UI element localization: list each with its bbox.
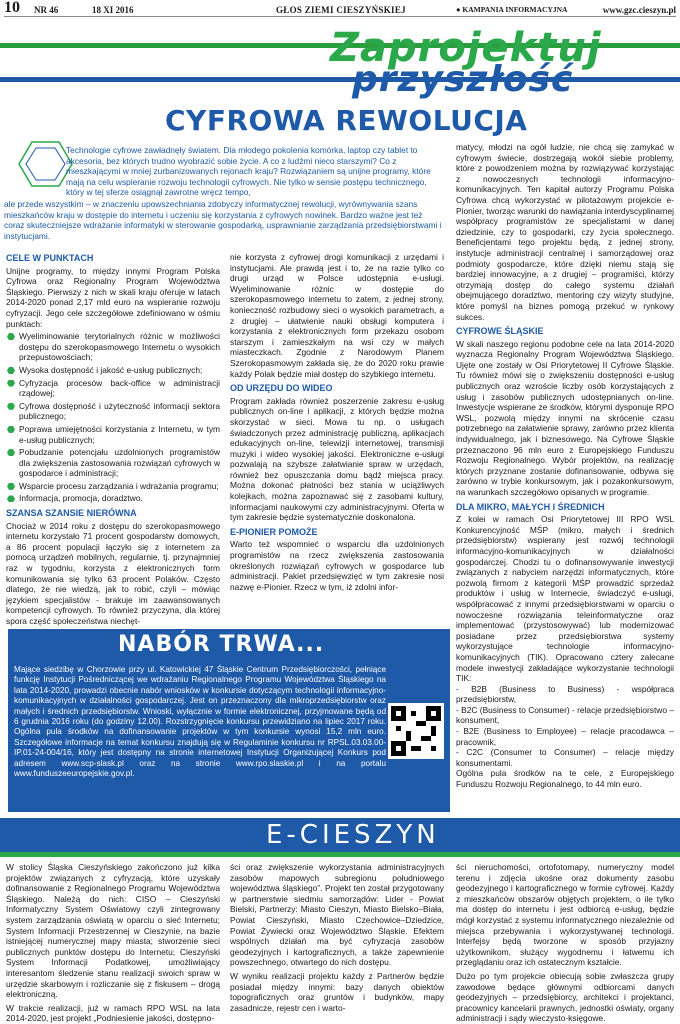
banner-line1: Zaprojektuj <box>330 25 602 71</box>
section-heading: E-PIONIER POMOŻE <box>230 526 318 537</box>
section-heading: DLA MIKRO, MAŁYCH I ŚREDNICH <box>456 501 605 512</box>
list-item: - B2E (Business to Employee) – relacje pracodawca – pracownik, <box>456 726 674 747</box>
column-1 <box>6 249 220 627</box>
list-item: - C2C (Consumer to Consumer) – relacje między konsumentami. <box>456 747 674 768</box>
paragraph: ści oraz zwiększenie wykorzystania administracyjnych zasobów mapowych subregionu południowego województwa śląskiego”. Projekt ten został przygotowany w partnerstwie siedmiu samorządów: Lider - Powiat Bielski, Partnerzy: Miasto Cieszyn, Miasto Bielsko–Biała, Powiat Cieszyński, Miasto Czechowice–Dziedzice, Powiat Żywiecki oraz Województwo Śląskie. Efektem wspólnych działań ma być cyfryzacja zasobów geodezyjnych i kartograficznych, a także zapewnienie powszechnego, otwartego do nich dostępu. <box>230 862 444 968</box>
article-title: CYFROWA REWOLUCJA <box>165 104 528 137</box>
campaign-label: ● KAMPANIA INFORMACYJNA <box>456 5 568 14</box>
list-item: - B2C (Business to Consumer) - relacje przedsiębiorstwo – konsument, <box>456 704 674 726</box>
paragraph: Program zakłada również poszerzenie zakresu e-usług publicznych on-line i aplikacji, z których będzie można skorzystać w sieci. Mowa tu np. o usługach świadczonych przez administrację publiczną, aplikacjach edukacyjnych on-line, telewizji internetowej, transmisji muzyki i wideo wysokiej jakości. Elektroniczne e-usługi pozwalają na szybsze załatwianie spraw w urzędach, również bez opuszczania domu bądź miejsca pracy. Można dokonać płatności bez stania w uciążliwych kolejkach, można zapoznawać się z zasobami kultury, informacjami naukowymi czy administracyjnymi. Oferta w tym zakresie będzie systematycznie doskonalona. <box>230 395 444 523</box>
column-3 <box>456 142 674 790</box>
paragraph: W stolicy Śląska Cieszyńskiego zakończono już kilka projektów związanych z cyfryzacją, które uzyskały dofinansowanie z Regionalnego Programu Województwa Śląskiego. Należą do nich: CISO – Cieszyński Informatyczny System Oświatowy czyli zintegrowany system zarządzania oświatą w oparciu o sieć Internetu; System Informacji Przestrzennej w Cieszynie, na bazie istniejącej numerycznej mapy miasta; stworzenie sieci publicznych punktów dostępu do Internetu; Cieszyński System Informacji Podatkowej, umożliwiający interesantom śledzenie stanu realizacji swoich spraw w urzędzie skarbowym i rozliczanie się z fiskusem – drogą elektroniczną. <box>6 862 220 1000</box>
paragraph: Ogólna pula środków na te cele, z Europejskiego Funduszu Rozwoju Regionalnego, to 44 mln euro. <box>456 768 674 790</box>
section-heading: CYFROWE ŚLĄSKIE <box>456 326 544 337</box>
ecieszyn-column-1 <box>6 862 220 1024</box>
section-heading: SZANSA SZANSIE NIERÓWNA <box>6 508 137 519</box>
list-item: Informacja, promocja, doradztwo. <box>6 493 220 504</box>
site-url[interactable]: www.gzc.cieszyn.pl <box>602 5 676 15</box>
hexagon-icon <box>18 140 73 188</box>
list-item: Cyfryzacja procesów back-office w administracji rządowej; <box>6 378 220 399</box>
ecieszyn-column-3 <box>456 862 674 1024</box>
nabor-title: NABÓR TRWA... <box>118 632 325 657</box>
column-2 <box>230 252 444 592</box>
paragraph: matycy, młodzi na ogół ludzie, nie chcą się zamykać w cyfrowym świecie, dostrzegają wokół siebie problemy, które z powodzeniem można by rozwiązywać korzystając z nowoczesnych technologii informacyjno-komunikacyjnych. Ten kapitał autorzy Programu Polska Cyfrowa chcą wykorzystać w pilotażowym projekcie e-Pionier, tworząc warunki do nawiązania interdyscyplinarnej współpracy programistów ze specjalistami w danej dziedzinie, czy to gospodarki, czy życia społecznego. Beneficjentami tego projektu będą, z jednej strony, instytucje administracji centralnej i samorządowej oraz podmioty gospodarcze, które dzięki niemu stają się bardziej innowacyjne, a z drugiej – programiści, którzy otrzymają dostęp do całego systemu działań obejmującego doradztwo, mentoring czy wizyty studyjne, które pomyśl na biznes pomogą przekuć w rynkowy sukces. <box>456 142 674 322</box>
list-item: Wyeliminowanie terytorialnych różnic w możliwości dostępu do szerokopasmowego Internetu o wysokich przepustowościach; <box>6 331 220 363</box>
list-item: Pobudzanie potencjału uzdolnionych programistów dla zwiększenia zastosowania rozwiązań cyfrowych w gospodarce i administracji; <box>6 447 220 479</box>
paragraph: W trakcie realizacji, już w ramach RPO WSL na lata 2014-2020, jest projekt „Podniesienie jakości, dostępno- <box>6 1002 220 1024</box>
list-item: - B2B (Business to Business) - współpraca przedsiębiorstw, <box>456 683 674 705</box>
list-item: Wsparcie procesu zarządzania i wdrażania programu; <box>6 481 220 492</box>
nabor-text: Mające siedzibę w Chorzowie przy ul. Katowickiej 47 Śląskie Centrum Przedsiębiorczości, pełniące funkcję Instytucji Pośredniczącej we wdrażaniu Regionalnego Programu Województwa Śląskiego na lata 2014-2020, prowadzi obecnie nabór wniosków w konkursie dotyczącym technologii informacyjno-komunikacyjnych w działalności gospodarczej. Jest on przeznaczony dla mikroprzedsiębiorstw oraz małych i średnich przedsiębiorstw. Wnioski, wyłącznie w formie elektronicznej, przyjmowane będą od 6 grudnia 2016 roku (do godziny 12.00). Rozstrzygnięcie konkursu przewidziano na lipiec 2017 roku. Ogólna pula środków na dofinansowanie projektów w tym konkursie wynosi 15,2 mln euro. Szczegółowe informacje na temat konkursu znajdują się w Regulaminie konkursu nr RPSL.03.03.00-IP.01-24-004/16, który jest dostępny na stronie internetowej Instytucji Organizującej Konkurs pod adresem www.scp-slask.pl oraz na stronie www.rpo.slaskie.pl i na portalu www.funduszeeuropejskie.gov.pl. <box>14 665 386 779</box>
paragraph: Dużo po tym projekcie obiecują sobie zwłaszcza grupy zawodowe będące głównymi odbiorcami danych geodezyjnych – przedsiębiorcy, architekci i projektanci, pracownicy kancelarii prawnych, jednostki oświaty, organy administracji i sądy wieczysto-księgowe. <box>456 970 674 1024</box>
ecieszyn-column-2 <box>230 862 444 1013</box>
banner-stripe <box>0 852 680 857</box>
section-heading: CELE W PUNKTACH <box>6 253 94 263</box>
list-item: Poprawa umiejętności korzystania z Internetu, w tym e-usług publicznych; <box>6 424 220 445</box>
paragraph: nie korzysta z cyfrowej drogi komunikacji z urzędami i instytucjami. Ale prawdą jest i to, że na razie tylko co drugi urząd w Polsce udostępnia e-usługi. Wyeliminowanie różnic w dostępie do szerokopasmowego internetu to zatem, z jednej strony, konieczność rozbudowy sieci o wysokich parametrach, a z drugiej – ułatwienie nauki obsługi komputera i korzystania z elektronicznych form przekazu osobom starszym i zamieszkałym na wsi czy w małych miasteczkach. Zgodnie z Narodowym Planem Szerokopasmowym zakłada się, że do 2020 roku prawie każdy Polak będzie miał dostęp do szybkiego internetu. <box>230 252 444 379</box>
paragraph: Unijne programy, to między innymi Program Polska Cyfrowa oraz Regionalny Program Województwa Śląskiego. Pierwszy z nich w skali kraju oferuje w latach 2014-2020 ponad 2,17 mld euro na wspieranie rozwoju cyfryzacji. Jego cele szczegółowe zdefiniowano w ośmiu punktach: <box>6 265 220 329</box>
qr-code-icon[interactable] <box>388 703 444 759</box>
banner-stripe <box>0 77 680 82</box>
banner-line2: przyszłość <box>352 59 574 100</box>
ecieszyn-title: E-CIESZYN <box>266 820 440 850</box>
ecieszyn-banner <box>0 818 680 852</box>
paragraph: Chociaż w 2014 roku z dostępu do szerokopasmowego internetu korzystało 71 procent gospodarstw domowych, a 86 procent populacji łączyło się z internetem za pomocą urządzeń mobilnych, regularnie, tj. przynajmniej raz w tygodniu, korzysta z elektronicznych form komunikowania się tylko 63 procent Polaków. Często dlatego, że nie wiedzą, jak to robić, czyli – mówiąc językiem specjalistów - brakuje im zaawansowanych kompetencji cyfrowych. To również przyczyna, dla której spora część społeczeństwa niechęt- <box>6 520 220 626</box>
paragraph: W skali naszego regionu podobne cele na lata 2014-2020 wyznacza Regionalny Program Województwa Śląskiego. Ujęte one zostały w Osi Priorytetowej II Cyfrowe Śląskie. Tu również mówi się o zwiększeniu dostępności e-usług publicznych oraz wzroście liczby osób korzystających z usług i zasobów publicznych udostępnianych on-line. Inwestycje wspierane ze środków, którymi dysponuje RPO WSL, pozwolą między innymi na skrócenie czasu potrzebnego na załatwienie sprawy, zarówno przez klienta indywidualnego, jak i biznesowego. Na Cyfrowe Śląskie przeznaczono 96 mln euro z Europejskiego Funduszu Rozwoju Regionalnego. Wybór projektów, na realizację których przyznane zostanie dofinansowanie, odbywa się zarówno w trybie konkursowym, jak i pozakonkursowym, na warunkach szczegółowo opisanych w programie. <box>456 338 674 497</box>
intro-text-cont: ale przede wszystkim – w znaczeniu upowszechniania zdobyczy informatycznej rewolucji, wyrównywania szans mieszkańców kraju w dostępie do internetu i uczeniu się korzystania z cyfrowych nowinek. Bardzo ważne jest też coraz skuteczniejsze wdrażanie informatyki w sterowanie gospodarką, usprawnianie zarządzania przedsiębiorstwami i instytucjami. <box>4 199 442 241</box>
list-item: Wysoka dostępność i jakość e-usług publicznych; <box>6 365 220 376</box>
paragraph: ści nieruchomości, ortofotomapy, numeryczny model terenu i zdjęcia ukośne oraz dokumenty zasobu geodezyjnego i kartograficznego w formie cyfrowej. Każdy z mieszkańców obszarów objętych projektem, o ile tylko ma dostęp do internetu i jest odbiorcą e-usług, będzie mógł korzystać z systemu informatycznego niezależnie od miejsca przebywania i wykorzystywanej technologii. Interfejsy będą tworzone w sposób przyjazny użytkownikom, służący wygodnemu i łatwemu ich przeglądaniu oraz ich ostatecznym kształcie. <box>456 862 674 968</box>
paragraph: Z kolei w ramach Osi Priorytetowej III RPO WSL Konkurencyjność MŚP (mikro, małych i średnich przedsiębiorstw) wspierany jest rozwój technologii informacyjno-komunikacyjnych w działalności gospodarczej. Chodzi tu o dofinansowywanie inwestycji związanych z nabyciem narzędzi informatycznych, które pozwolą firmom z kategorii MŚP prowadzić sprzedaż produktów i usług w Internecie, świadczyć e-usługi, współpracować z innymi przedsiębiorstwami w oparciu o nowoczesne rozwiązania teleinformatyczne oraz implementować (przystosowywać) lub modernizować posiadane przez przedsiębiorstwa systemy wykorzystujące technologie informacyjno-komunikacyjnych (TIK). Opracowano cztery zalecane modele inwestycji zakładające wykorzystanie technologii TIK: <box>456 514 674 684</box>
nabor-box <box>8 629 450 812</box>
issue-number: NR 46 <box>34 5 59 15</box>
page-header <box>4 2 676 17</box>
list-item: Cyfrowa dostępność i użyteczność informacji sektora publicznego; <box>6 401 220 422</box>
section-heading: OD URZĘDU DO WIDEO <box>230 383 333 394</box>
bullet-list <box>6 331 220 504</box>
page-number: 10 <box>4 0 20 16</box>
paragraph: W wyniku realizacji projektu każdy z Partnerów będzie posiadał między innymi: bazy danych obiektów topograficznych oraz gruntów i budynków, mapy zasadnicze, rejestr cen i warto- <box>230 970 444 1013</box>
paragraph: Warto też wspomnieć o wsparciu dla uzdolnionych programistów na rzecz zwiększenia zastosowania określonych rozwiązań cyfrowych w gospodarce lub administracji. Pakiet przedsięwzięć w tym zakresie nosi nazwę e-Pionier. Rzecz w tym, iż zdolni infor- <box>230 539 444 592</box>
intro-text: Technologie cyfrowe zawładnęły światem. Dla młodego pokolenia komórka, laptop czy tablet to akcesoria, bez których trudno wyobrazić sobie życie. A co z ludźmi nieco starszymi? Co z mieszkającymi w mniej zurbanizowanych rejonach kraju? Rozwiązaniem są unijne programy, które mają na celu wspieranie rozwoju technologii cyfrowych. Nie tylko w sensie postępu technicznego, który w tej sferze osiągnął zawrotne wręcz tempo, <box>66 145 431 198</box>
issue-date: 18 XI 2016 <box>92 5 134 15</box>
campaign-banner <box>0 25 680 100</box>
paper-name: GŁOS ZIEMI CIESZYŃSKIEJ <box>276 5 406 15</box>
